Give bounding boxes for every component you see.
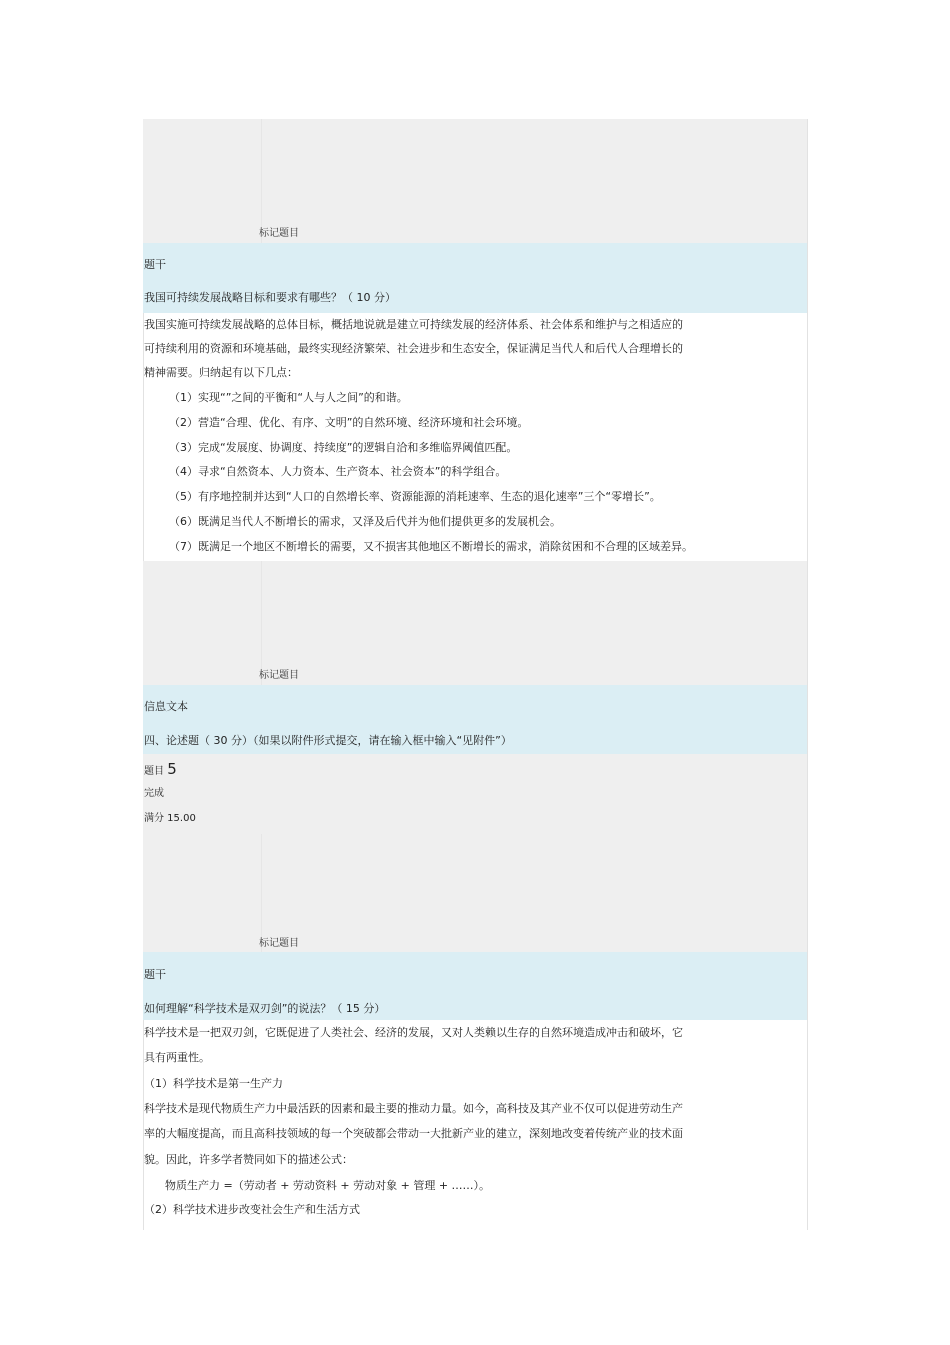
question-text: 我国可持续发展战略目标和要求有哪些？（ 10 分） <box>144 291 396 304</box>
stem-label: 题干 <box>144 968 166 981</box>
answer-line: 具有两重性。 <box>144 1051 210 1064</box>
answer-point: （2）营造“合理、优化、有序、文明”的自然环境、经济环境和社会环境。 <box>169 416 529 429</box>
answer-area <box>143 1020 807 1230</box>
answer-area <box>143 313 807 559</box>
info-label: 信息文本 <box>144 700 188 713</box>
formula-line: 物质生产力 =（劳动者 + 劳动资料 + 劳动对象 + 管理 + ……）。 <box>165 1179 491 1192</box>
question-info-panel <box>143 119 807 243</box>
flag-question-link[interactable]: 标记题目 <box>259 938 299 949</box>
question-stem-panel <box>143 243 807 313</box>
answer-point: （3）完成“发展度、协调度、持续度”的逻辑自洽和多维临界阈值匹配。 <box>169 441 518 454</box>
question-number-label <box>144 762 177 779</box>
answer-heading: （1）科学技术是第一生产力 <box>144 1077 283 1090</box>
answer-point: （1）实现“”之间的平衡和“人与人之间”的和谐。 <box>169 391 408 404</box>
answer-line: 貌。因此，许多学者赞同如下的描述公式： <box>144 1153 353 1166</box>
question-title-prefix: 题目 <box>144 766 164 777</box>
question-info-panel <box>143 754 807 952</box>
answer-line: 科学技术是现代物质生产力中最活跃的因素和最主要的推动力量。如今，高科技及其产业不仅可以促进劳动生产 <box>144 1102 683 1115</box>
question-stem-panel <box>143 952 807 1020</box>
answer-heading: （2）科学技术进步改变社会生产和生活方式 <box>144 1203 360 1216</box>
info-item-panel <box>143 561 807 685</box>
answer-point: （7）既满足一个地区不断增长的需要，又不损害其他地区不断增长的需求，消除贫困和不合理的区域差异。 <box>169 540 693 553</box>
stem-label: 题干 <box>144 258 166 271</box>
info-text-panel <box>143 685 807 754</box>
question-text: 如何理解“科学技术是双刃剑”的说法？（ 15 分） <box>144 1002 386 1015</box>
answer-line: 率的大幅度提高，而且高科技领域的每一个突破都会带动一大批新产业的建立，深刻地改变着传统产业的技术面 <box>144 1127 683 1140</box>
answer-point: （5）有序地控制并达到“人口的自然增长率、资源能源的消耗速率、生态的退化速率”三个“零增长”。 <box>169 490 661 503</box>
answer-line: 可持续利用的资源和环境基础，最终实现经济繁荣、社会进步和生态安全，保证满足当代人和后代人合理增长的 <box>144 342 683 355</box>
answer-line: 精神需要。归纳起有以下几点： <box>144 366 298 379</box>
flag-question-link[interactable]: 标记题目 <box>259 228 299 239</box>
question-number: 5 <box>167 760 177 778</box>
answer-line: 科学技术是一把双刃剑，它既促进了人类社会、经济的发展，又对人类赖以生存的自然环境造成冲击和破坏，它 <box>144 1026 683 1039</box>
answer-line: 我国实施可持续发展战略的总体目标，概括地说就是建立可持续发展的经济体系、社会体系和维护与之相适应的 <box>144 318 683 331</box>
info-text: 四、论述题（ 30 分）（如果以附件形式提交，请在输入框中输入“见附件”） <box>144 734 512 747</box>
answer-point: （4）寻求“自然资本、人力资本、生产资本、社会资本”的科学组合。 <box>169 465 507 478</box>
question-score: 满分 15.00 <box>144 813 196 824</box>
question-status: 完成 <box>144 788 164 799</box>
answer-point: （6）既满足当代人不断增长的需求，又泽及后代并为他们提供更多的发展机会。 <box>169 515 561 528</box>
flag-question-link[interactable]: 标记题目 <box>259 670 299 681</box>
